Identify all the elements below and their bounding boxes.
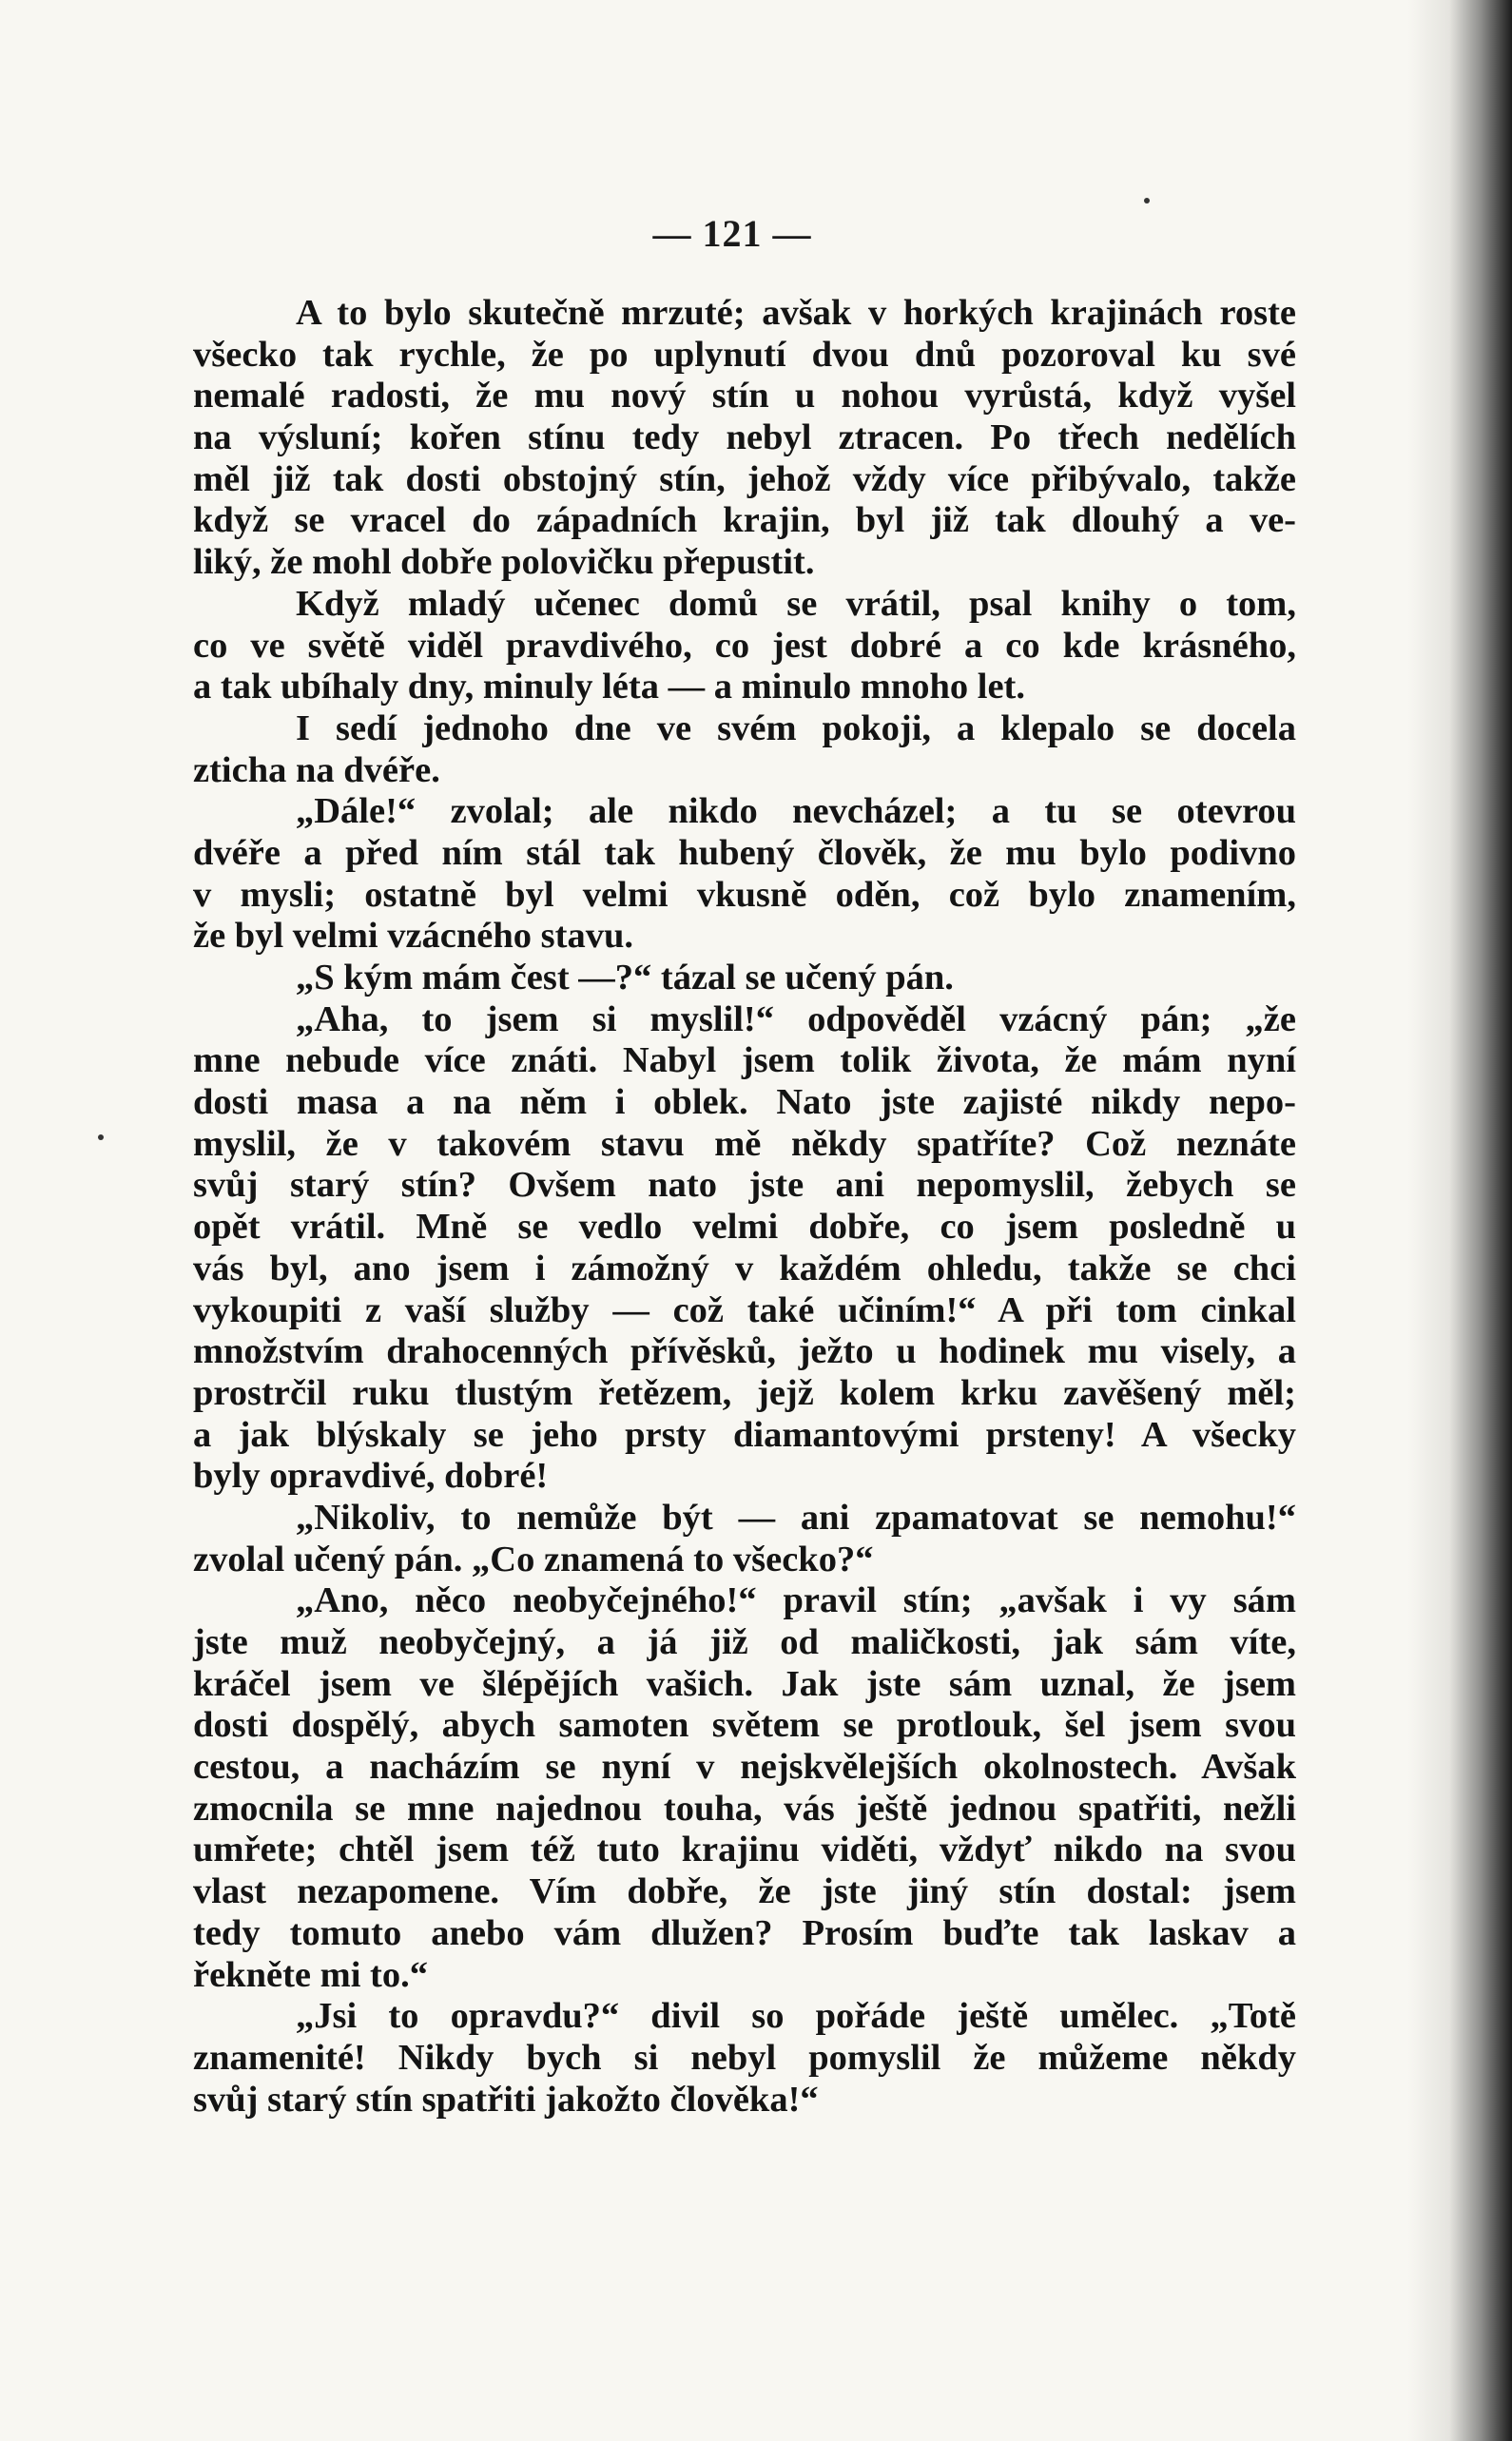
text-line: prostrčil ruku tlustým řetězem, jejž kolem krku zavěšený měl; xyxy=(193,1372,1296,1413)
text-line: „Ano, něco neobyčejného!“ pravil stín; „avšak i vy sám xyxy=(296,1580,1296,1621)
text-line: na výsluní; kořen stínu tedy nebyl ztracen. Po třech nedělích xyxy=(193,417,1296,458)
text-line: liký, že mohl dobře polovičku přepustit. xyxy=(193,542,815,583)
ink-speck xyxy=(98,1134,104,1140)
text-line: všecko tak rychle, že po uplynutí dvou dnů pozoroval ku své xyxy=(193,334,1296,375)
text-line: dosti masa a na něm i oblek. Nato jste zajisté nikdy nepo- xyxy=(193,1082,1296,1123)
text-line: jste muž neobyčejný, a já již od maličkosti, jak sám víte, xyxy=(193,1622,1296,1662)
text-line: „S kým mám čest —?“ tázal se učený pán. xyxy=(296,958,954,998)
text-line: I sedí jednoho dne ve svém pokoji, a klepalo se docela xyxy=(296,707,1296,748)
text-line: „Jsi to opravdu?“ divil so pořáde ještě umělec. „Totě xyxy=(296,1996,1296,2037)
text-line: opět vrátil. Mně se vedlo velmi dobře, co jsem posledně u xyxy=(193,1207,1296,1248)
text-line: A to bylo skutečně mrzuté; avšak v horkých krajinách roste xyxy=(296,293,1296,333)
text-line: dvéře a před ním stál tak hubený člověk, že mu bylo podivno xyxy=(193,832,1296,873)
text-line: a tak ubíhaly dny, minuly léta — a minulo mnoho let. xyxy=(193,667,1025,707)
text-line: zmocnila se mne najednou touha, vás ještě jednou spatřiti, nežli xyxy=(193,1788,1296,1829)
text-line: kráčel jsem ve šlépějích vašich. Jak jste sám uznal, že jsem xyxy=(193,1663,1296,1704)
text-line: svůj starý stín spatřiti jakožto člověka!“ xyxy=(193,2079,819,2120)
text-line: měl již tak dosti obstojný stín, jehož vždy více přibývalo, takže xyxy=(193,458,1296,499)
ink-speck xyxy=(1144,198,1150,203)
text-line: „Aha, to jsem si myslil!“ odpověděl vzácný pán; „že xyxy=(296,998,1296,1039)
text-line: svůj starý stín? Ovšem nato jste ani nepomyslil, žebych se xyxy=(193,1165,1296,1206)
text-line: „Dále!“ zvolal; ale nikdo nevcházel; a tu se otevrou xyxy=(296,791,1296,832)
text-line: mne nebude více znáti. Nabyl jsem tolik života, že mám nyní xyxy=(193,1040,1296,1081)
text-line: řekněte mi to.“ xyxy=(193,1954,428,1995)
text-line: vlast nezapomene. Vím dobře, že jste jiný stín dostal: jsem xyxy=(193,1871,1296,1912)
text-line: zvolal učený pán. „Co znamená to všecko?“ xyxy=(193,1539,874,1579)
text-line: vás byl, ano jsem i zámožný v každém ohledu, takže se chci xyxy=(193,1248,1296,1288)
text-line: dosti dospělý, abych samoten světem se protlouk, šel jsem svou xyxy=(193,1705,1296,1746)
text-line: vykoupiti z vaší služby — což také učiním!“ A při tom cinkal xyxy=(193,1289,1296,1330)
text-line: v mysli; ostatně byl velmi vkusně oděn, což bylo znamením, xyxy=(193,874,1296,915)
page-edge-shadow xyxy=(1407,0,1512,2441)
text-line: cestou, a nacházím se nyní v nejskvělejších okolnostech. Avšak xyxy=(193,1747,1296,1788)
text-line: byly opravdivé, dobré! xyxy=(193,1456,549,1497)
text-line: když se vracel do západních krajin, byl již tak dlouhý a ve- xyxy=(193,500,1296,541)
text-line: umřete; chtěl jsem též tuto krajinu viděti, vždyť nikdo na svou xyxy=(193,1830,1296,1870)
text-line: znamenité! Nikdy bych si nebyl pomyslil že můžeme někdy xyxy=(193,2037,1296,2078)
text-line: zticha na dvéře. xyxy=(193,749,440,790)
text-line: že byl velmi vzácného stavu. xyxy=(193,916,634,957)
text-line: množstvím drahocenných přívěsků, ježto u hodinek mu visely, a xyxy=(193,1331,1296,1372)
text-line: myslil, že v takovém stavu mě někdy spatříte? Což neznáte xyxy=(193,1123,1296,1164)
text-line: co ve světě viděl pravdivého, co jest dobré a co kde krásného, xyxy=(193,625,1296,666)
page-number: — 121 — xyxy=(652,212,812,255)
text-line: tedy tomuto anebo vám dlužen? Prosím buďte tak laskav a xyxy=(193,1912,1296,1953)
text-line: nemalé radosti, že mu nový stín u nohou vyrůstá, když vyšel xyxy=(193,376,1296,417)
text-line: „Nikoliv, to nemůže být — ani zpamatovat se nemohu!“ xyxy=(296,1497,1296,1538)
text-line: Když mladý učenec domů se vrátil, psal knihy o tom, xyxy=(296,583,1296,624)
body-text xyxy=(193,293,1296,2121)
text-line: a jak blýskaly se jeho prsty diamantovými prsteny! A všecky xyxy=(193,1414,1296,1455)
